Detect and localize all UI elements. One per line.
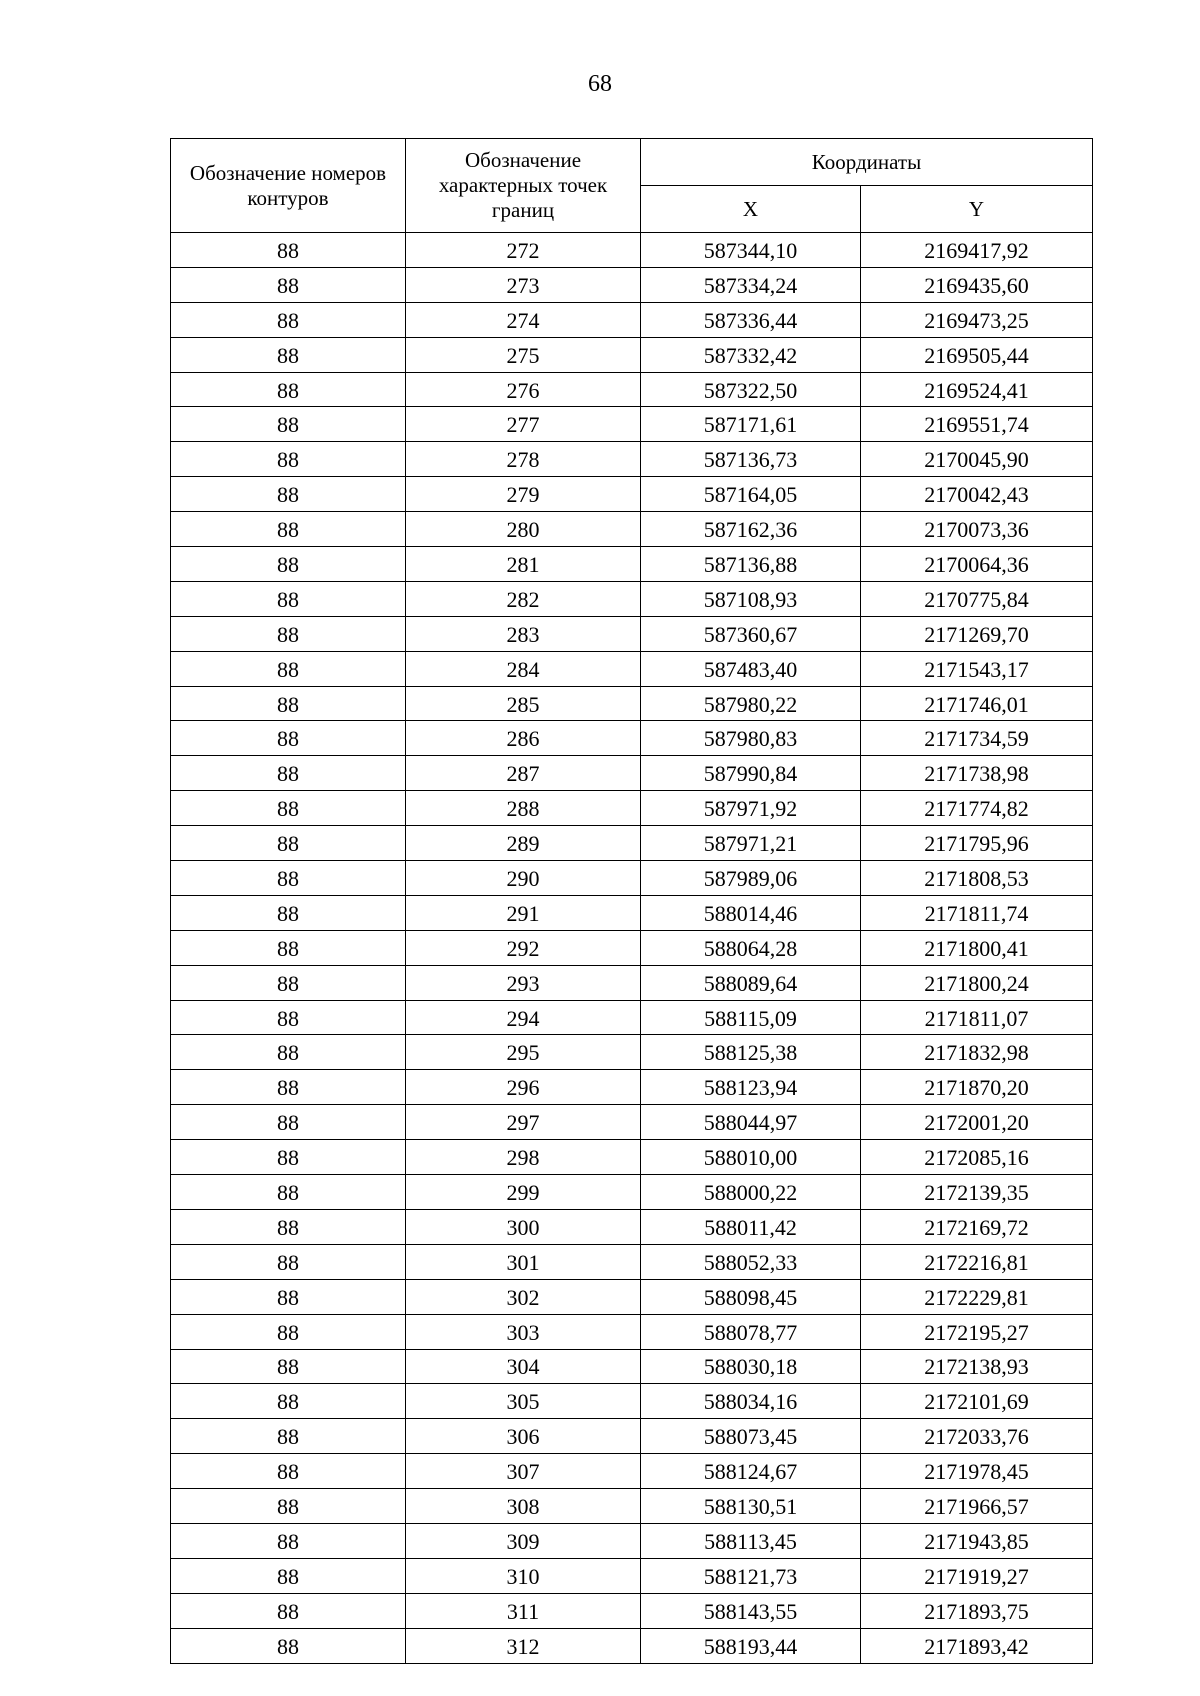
cell-point-number: 293	[406, 965, 641, 1000]
cell-point-number: 305	[406, 1384, 641, 1419]
table-row	[171, 1454, 1093, 1489]
table-row	[171, 791, 1093, 826]
cell-y-coordinate: 2172229,81	[861, 1279, 1093, 1314]
table-row	[171, 267, 1093, 302]
cell-y-coordinate: 2172139,35	[861, 1175, 1093, 1210]
cell-x-coordinate: 588121,73	[641, 1558, 861, 1593]
table-row	[171, 1384, 1093, 1419]
header-x: X	[641, 186, 861, 233]
cell-x-coordinate: 588125,38	[641, 1035, 861, 1070]
cell-contour-number: 88	[171, 442, 406, 477]
cell-contour-number: 88	[171, 1105, 406, 1140]
cell-x-coordinate: 587980,83	[641, 721, 861, 756]
cell-point-number: 290	[406, 861, 641, 896]
cell-y-coordinate: 2171800,24	[861, 965, 1093, 1000]
cell-y-coordinate: 2171893,75	[861, 1593, 1093, 1628]
cell-contour-number: 88	[171, 1314, 406, 1349]
cell-y-coordinate: 2172169,72	[861, 1209, 1093, 1244]
cell-x-coordinate: 588052,33	[641, 1244, 861, 1279]
cell-contour-number: 88	[171, 895, 406, 930]
table-row	[171, 1209, 1093, 1244]
cell-point-number: 309	[406, 1523, 641, 1558]
cell-x-coordinate: 588000,22	[641, 1175, 861, 1210]
table-row	[171, 1349, 1093, 1384]
table-row	[171, 1175, 1093, 1210]
cell-contour-number: 88	[171, 616, 406, 651]
table-row	[171, 616, 1093, 651]
cell-contour-number: 88	[171, 372, 406, 407]
table-row	[171, 895, 1093, 930]
cell-contour-number: 88	[171, 1384, 406, 1419]
cell-y-coordinate: 2171734,59	[861, 721, 1093, 756]
table-row	[171, 1279, 1093, 1314]
cell-point-number: 311	[406, 1593, 641, 1628]
cell-point-number: 280	[406, 512, 641, 547]
cell-point-number: 284	[406, 651, 641, 686]
cell-x-coordinate: 588064,28	[641, 930, 861, 965]
cell-point-number: 286	[406, 721, 641, 756]
cell-point-number: 282	[406, 581, 641, 616]
cell-y-coordinate: 2172138,93	[861, 1349, 1093, 1384]
cell-y-coordinate: 2170045,90	[861, 442, 1093, 477]
cell-contour-number: 88	[171, 1279, 406, 1314]
cell-point-number: 289	[406, 826, 641, 861]
cell-y-coordinate: 2172033,76	[861, 1419, 1093, 1454]
table-row	[171, 756, 1093, 791]
table-row	[171, 1628, 1093, 1663]
cell-contour-number: 88	[171, 1558, 406, 1593]
cell-point-number: 298	[406, 1140, 641, 1175]
cell-y-coordinate: 2171978,45	[861, 1454, 1093, 1489]
cell-point-number: 275	[406, 337, 641, 372]
cell-point-number: 291	[406, 895, 641, 930]
header-boundary-points: Обозначение характерных точек границ	[406, 139, 641, 233]
cell-contour-number: 88	[171, 337, 406, 372]
table-row	[171, 1489, 1093, 1524]
cell-x-coordinate: 588014,46	[641, 895, 861, 930]
table-row	[171, 337, 1093, 372]
cell-x-coordinate: 587344,10	[641, 233, 861, 268]
cell-y-coordinate: 2169505,44	[861, 337, 1093, 372]
cell-contour-number: 88	[171, 930, 406, 965]
cell-x-coordinate: 588073,45	[641, 1419, 861, 1454]
cell-y-coordinate: 2170042,43	[861, 477, 1093, 512]
table-row	[171, 930, 1093, 965]
cell-x-coordinate: 587483,40	[641, 651, 861, 686]
cell-x-coordinate: 587136,88	[641, 547, 861, 582]
cell-y-coordinate: 2172216,81	[861, 1244, 1093, 1279]
cell-contour-number: 88	[171, 512, 406, 547]
table-row	[171, 1000, 1093, 1035]
cell-point-number: 283	[406, 616, 641, 651]
cell-contour-number: 88	[171, 756, 406, 791]
table-row	[171, 965, 1093, 1000]
cell-contour-number: 88	[171, 407, 406, 442]
cell-contour-number: 88	[171, 1419, 406, 1454]
cell-contour-number: 88	[171, 1209, 406, 1244]
header-row	[171, 139, 1093, 186]
cell-y-coordinate: 2169417,92	[861, 233, 1093, 268]
cell-y-coordinate: 2171269,70	[861, 616, 1093, 651]
cell-y-coordinate: 2169435,60	[861, 267, 1093, 302]
table-row	[171, 1558, 1093, 1593]
cell-point-number: 307	[406, 1454, 641, 1489]
cell-contour-number: 88	[171, 302, 406, 337]
cell-point-number: 301	[406, 1244, 641, 1279]
cell-contour-number: 88	[171, 1454, 406, 1489]
table-row	[171, 1070, 1093, 1105]
cell-y-coordinate: 2171738,98	[861, 756, 1093, 791]
header-contour-numbers: Обозначение номеров контуров	[171, 139, 406, 233]
cell-contour-number: 88	[171, 686, 406, 721]
cell-contour-number: 88	[171, 861, 406, 896]
cell-x-coordinate: 588130,51	[641, 1489, 861, 1524]
table-row	[171, 686, 1093, 721]
cell-y-coordinate: 2172195,27	[861, 1314, 1093, 1349]
table-row	[171, 1140, 1093, 1175]
cell-y-coordinate: 2171795,96	[861, 826, 1093, 861]
cell-point-number: 300	[406, 1209, 641, 1244]
table-row	[171, 512, 1093, 547]
coordinates-table	[170, 138, 1093, 1664]
cell-x-coordinate: 587980,22	[641, 686, 861, 721]
cell-x-coordinate: 588193,44	[641, 1628, 861, 1663]
cell-x-coordinate: 587971,21	[641, 826, 861, 861]
cell-y-coordinate: 2171919,27	[861, 1558, 1093, 1593]
cell-y-coordinate: 2171746,01	[861, 686, 1093, 721]
table-row	[171, 1035, 1093, 1070]
cell-contour-number: 88	[171, 1035, 406, 1070]
cell-point-number: 287	[406, 756, 641, 791]
cell-x-coordinate: 587990,84	[641, 756, 861, 791]
table-row	[171, 861, 1093, 896]
cell-x-coordinate: 588030,18	[641, 1349, 861, 1384]
cell-contour-number: 88	[171, 1489, 406, 1524]
table-row	[171, 547, 1093, 582]
cell-point-number: 292	[406, 930, 641, 965]
cell-y-coordinate: 2171893,42	[861, 1628, 1093, 1663]
cell-y-coordinate: 2171800,41	[861, 930, 1093, 965]
cell-x-coordinate: 588098,45	[641, 1279, 861, 1314]
cell-point-number: 302	[406, 1279, 641, 1314]
cell-point-number: 279	[406, 477, 641, 512]
cell-point-number: 276	[406, 372, 641, 407]
table-row	[171, 372, 1093, 407]
cell-contour-number: 88	[171, 965, 406, 1000]
cell-contour-number: 88	[171, 477, 406, 512]
cell-x-coordinate: 588010,00	[641, 1140, 861, 1175]
cell-y-coordinate: 2172001,20	[861, 1105, 1093, 1140]
table-row	[171, 1244, 1093, 1279]
cell-contour-number: 88	[171, 1244, 406, 1279]
cell-point-number: 310	[406, 1558, 641, 1593]
cell-x-coordinate: 588011,42	[641, 1209, 861, 1244]
cell-x-coordinate: 588078,77	[641, 1314, 861, 1349]
cell-point-number: 299	[406, 1175, 641, 1210]
cell-y-coordinate: 2171870,20	[861, 1070, 1093, 1105]
cell-contour-number: 88	[171, 267, 406, 302]
cell-x-coordinate: 587360,67	[641, 616, 861, 651]
cell-x-coordinate: 587334,24	[641, 267, 861, 302]
cell-y-coordinate: 2172085,16	[861, 1140, 1093, 1175]
table-row	[171, 1593, 1093, 1628]
table-row	[171, 581, 1093, 616]
cell-point-number: 281	[406, 547, 641, 582]
cell-contour-number: 88	[171, 791, 406, 826]
cell-contour-number: 88	[171, 547, 406, 582]
cell-x-coordinate: 587989,06	[641, 861, 861, 896]
cell-y-coordinate: 2169524,41	[861, 372, 1093, 407]
cell-x-coordinate: 588044,97	[641, 1105, 861, 1140]
cell-contour-number: 88	[171, 1070, 406, 1105]
cell-x-coordinate: 587162,36	[641, 512, 861, 547]
cell-x-coordinate: 587108,93	[641, 581, 861, 616]
cell-y-coordinate: 2171943,85	[861, 1523, 1093, 1558]
table-row	[171, 721, 1093, 756]
table-row	[171, 1419, 1093, 1454]
table-header	[171, 139, 1093, 233]
table-row	[171, 826, 1093, 861]
cell-x-coordinate: 588113,45	[641, 1523, 861, 1558]
cell-y-coordinate: 2171811,07	[861, 1000, 1093, 1035]
cell-y-coordinate: 2171832,98	[861, 1035, 1093, 1070]
cell-y-coordinate: 2171774,82	[861, 791, 1093, 826]
cell-point-number: 295	[406, 1035, 641, 1070]
cell-contour-number: 88	[171, 233, 406, 268]
cell-point-number: 297	[406, 1105, 641, 1140]
cell-point-number: 273	[406, 267, 641, 302]
table-body	[171, 233, 1093, 1664]
cell-contour-number: 88	[171, 1140, 406, 1175]
cell-x-coordinate: 588143,55	[641, 1593, 861, 1628]
table-row	[171, 407, 1093, 442]
cell-contour-number: 88	[171, 1523, 406, 1558]
cell-x-coordinate: 587336,44	[641, 302, 861, 337]
cell-point-number: 304	[406, 1349, 641, 1384]
table-row	[171, 233, 1093, 268]
cell-point-number: 312	[406, 1628, 641, 1663]
cell-contour-number: 88	[171, 721, 406, 756]
cell-point-number: 308	[406, 1489, 641, 1524]
table-row	[171, 477, 1093, 512]
cell-contour-number: 88	[171, 651, 406, 686]
header-y: Y	[861, 186, 1093, 233]
cell-x-coordinate: 588089,64	[641, 965, 861, 1000]
cell-contour-number: 88	[171, 826, 406, 861]
header-coordinates: Координаты	[641, 139, 1093, 186]
cell-point-number: 278	[406, 442, 641, 477]
cell-point-number: 296	[406, 1070, 641, 1105]
cell-point-number: 303	[406, 1314, 641, 1349]
cell-y-coordinate: 2172101,69	[861, 1384, 1093, 1419]
cell-x-coordinate: 588115,09	[641, 1000, 861, 1035]
cell-point-number: 294	[406, 1000, 641, 1035]
cell-y-coordinate: 2169551,74	[861, 407, 1093, 442]
table-row	[171, 302, 1093, 337]
cell-point-number: 306	[406, 1419, 641, 1454]
cell-y-coordinate: 2170775,84	[861, 581, 1093, 616]
cell-y-coordinate: 2170073,36	[861, 512, 1093, 547]
cell-y-coordinate: 2171808,53	[861, 861, 1093, 896]
cell-x-coordinate: 588123,94	[641, 1070, 861, 1105]
cell-y-coordinate: 2169473,25	[861, 302, 1093, 337]
cell-x-coordinate: 587136,73	[641, 442, 861, 477]
cell-x-coordinate: 588034,16	[641, 1384, 861, 1419]
cell-contour-number: 88	[171, 1628, 406, 1663]
cell-x-coordinate: 587164,05	[641, 477, 861, 512]
cell-y-coordinate: 2171966,57	[861, 1489, 1093, 1524]
cell-x-coordinate: 587322,50	[641, 372, 861, 407]
cell-x-coordinate: 587332,42	[641, 337, 861, 372]
cell-y-coordinate: 2171811,74	[861, 895, 1093, 930]
table-row	[171, 1105, 1093, 1140]
table-row	[171, 1314, 1093, 1349]
cell-contour-number: 88	[171, 1349, 406, 1384]
page-number: 68	[588, 71, 612, 97]
cell-point-number: 272	[406, 233, 641, 268]
cell-contour-number: 88	[171, 1593, 406, 1628]
cell-point-number: 285	[406, 686, 641, 721]
table-row	[171, 1523, 1093, 1558]
cell-y-coordinate: 2170064,36	[861, 547, 1093, 582]
table-row	[171, 442, 1093, 477]
cell-y-coordinate: 2171543,17	[861, 651, 1093, 686]
cell-point-number: 277	[406, 407, 641, 442]
cell-point-number: 288	[406, 791, 641, 826]
cell-point-number: 274	[406, 302, 641, 337]
cell-contour-number: 88	[171, 1175, 406, 1210]
cell-contour-number: 88	[171, 1000, 406, 1035]
cell-contour-number: 88	[171, 581, 406, 616]
cell-x-coordinate: 587971,92	[641, 791, 861, 826]
cell-x-coordinate: 588124,67	[641, 1454, 861, 1489]
table-row	[171, 651, 1093, 686]
cell-x-coordinate: 587171,61	[641, 407, 861, 442]
